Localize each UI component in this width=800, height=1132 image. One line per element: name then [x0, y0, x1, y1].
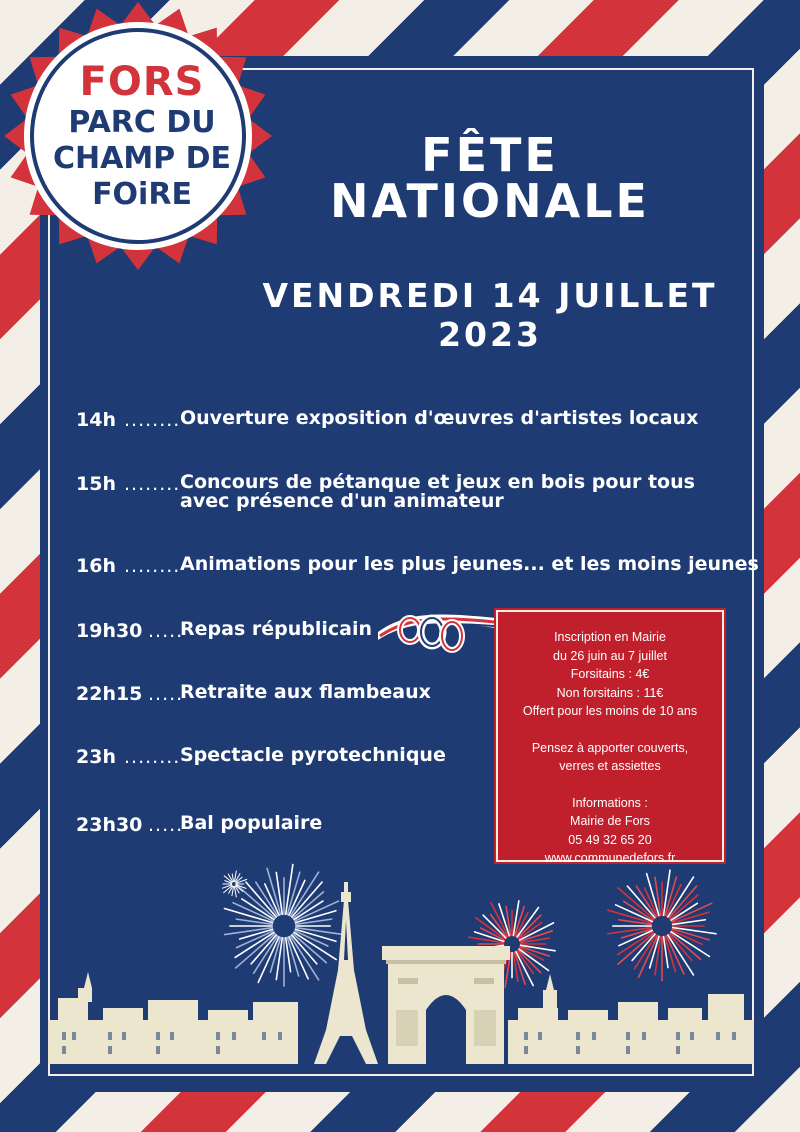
- schedule-activity: Repas républicain: [180, 618, 372, 640]
- schedule-time: 16h: [76, 555, 116, 577]
- badge-text: [22, 59, 262, 212]
- info-website: www.communedefors.fr: [544, 851, 676, 865]
- info-line: Offert pour les moins de 10 ans: [522, 704, 698, 718]
- title-line-1: FÊTE: [421, 128, 559, 182]
- schedule-dots: .....: [148, 814, 184, 836]
- info-line: Pensez à apporter couverts,: [531, 740, 689, 755]
- eiffel-tower-icon: [314, 882, 378, 1064]
- schedule-time: 23h30: [76, 814, 143, 836]
- paris-skyline-illustration: [48, 860, 754, 1068]
- tricolor-ribbon-icon: [376, 606, 498, 662]
- schedule-activity: Concours de pétanque et jeux en bois pour tous: [180, 471, 695, 493]
- schedule-time: 14h: [76, 409, 116, 431]
- schedule-activity: Animations pour les plus jeunes... et les moins jeunes: [180, 553, 759, 575]
- badge-line-1: PARC DU: [68, 105, 216, 140]
- schedule-dots: ........: [124, 409, 181, 431]
- info-line: Non forsitains : 11€: [556, 685, 664, 700]
- schedule-activity: Bal populaire: [180, 812, 323, 834]
- info-line: du 26 juin au 7 juillet: [553, 648, 667, 663]
- buildings-right-icon: [508, 974, 754, 1064]
- schedule-dots: .....: [148, 683, 184, 705]
- arc-de-triomphe-icon: [382, 946, 510, 1064]
- firework-left-icon: [224, 865, 343, 986]
- schedule-activity-line-2: avec présence d'un animateur: [180, 490, 504, 512]
- buildings-left-icon: [48, 972, 298, 1064]
- schedule-activity: Spectacle pyrotechnique: [180, 744, 446, 766]
- schedule-dots: ........: [124, 555, 181, 577]
- badge-town: FORS: [79, 59, 205, 105]
- info-line: Informations :: [572, 795, 648, 810]
- registration-info-box: [496, 610, 724, 865]
- schedule-activity: Ouverture exposition d'œuvres d'artistes locaux: [180, 407, 699, 429]
- info-line: Inscription en Mairie: [554, 630, 666, 644]
- info-line: Mairie de Fors: [570, 814, 650, 828]
- schedule-time: 19h30: [76, 620, 143, 642]
- firework-right-icon: [608, 870, 716, 980]
- title-line-2: NATIONALE: [330, 174, 650, 228]
- info-line: Forsitains : 4€: [570, 667, 650, 681]
- badge-line-3: FOiRE: [92, 177, 192, 212]
- schedule-time: 15h: [76, 473, 116, 495]
- event-date: VENDREDI 14 JUILLET 2023: [262, 276, 718, 354]
- schedule-dots: .....: [148, 620, 184, 642]
- schedule-time: 22h15: [76, 683, 143, 705]
- info-phone: 05 49 32 65 20: [568, 832, 652, 847]
- schedule-activity: Retraite aux flambeaux: [180, 681, 431, 703]
- firework-small-icon: [222, 871, 246, 897]
- badge-line-2: CHAMP DE: [52, 141, 232, 176]
- location-badge: [2, 0, 274, 272]
- info-line: verres et assiettes: [559, 759, 661, 773]
- schedule-time: 23h: [76, 746, 116, 768]
- schedule-dots: ........: [124, 746, 181, 768]
- schedule-dots: ........: [124, 473, 181, 495]
